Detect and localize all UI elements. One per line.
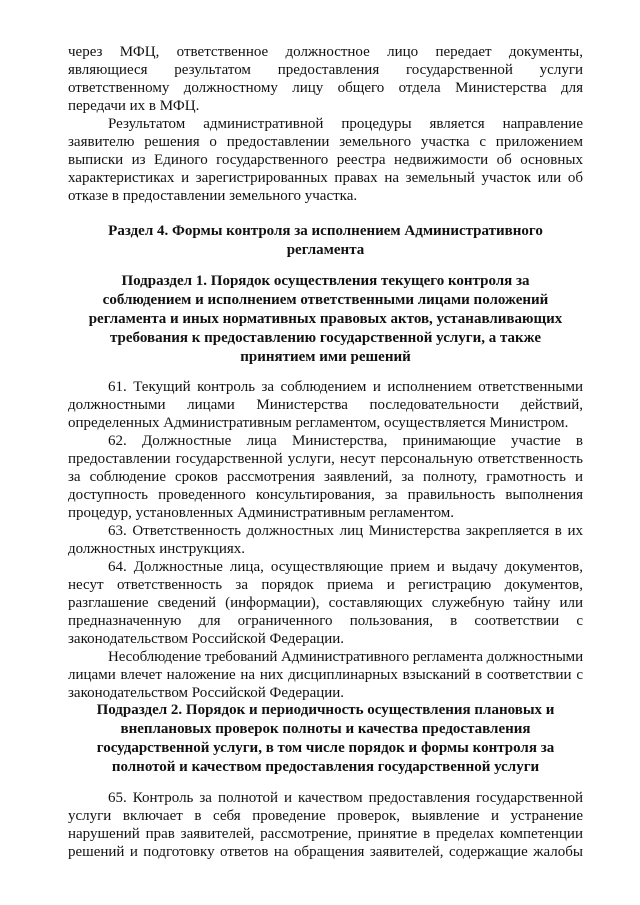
text-line: характеристиках и зарегистрированных правах на земельный участок или об [68,170,583,186]
subsection-heading: полнотой и качеством предоставления государственной услуги [111,759,540,775]
subsection-heading: государственной услуги, в том числе порядок и формы контроля за [96,740,555,756]
text-line: предназначенную для ограниченного пользования, в соответствии с [68,613,583,629]
section-heading: Раздел 4. Формы контроля за исполнением Административного [108,223,543,239]
text-line: законодательством Российской Федерации. [68,631,345,647]
text-line: заявителю решения о предоставлении земельного участка с приложением [68,134,583,150]
subsection-heading: регламента и иных нормативных правовых актов, устанавливающих [88,311,563,327]
subsection-heading: требования к предоставлению государственной услуги, а также [109,330,542,346]
text-line: доступность проведенного консультирования, за правильность выполнения [68,487,583,503]
text-line: нарушений прав заявителей, рассмотрение, принятие в пределах компетенции [68,826,583,842]
text-line: ответственному должностному лицу общего отдела Министерства для [68,80,583,96]
text-line: выписки из Единого государственного реестра недвижимости об основных [68,152,583,168]
text-line: процедур, установленных Административным регламентом. [68,505,455,521]
text-line: разглашение сведений (информации), составляющих служебную тайну или [68,595,583,611]
subsection-heading: соблюдением и исполнением ответственными лицами положений [102,292,549,308]
text-line: решений и подготовку ответов на обращения заявителей, содержащие жалобы [68,844,583,860]
text-line: через МФЦ, ответственное должностное лицо передает документы, [68,44,583,60]
text-line: предоставлении государственной услуги, несут персональную ответственность [68,451,583,467]
text-line: законодательством Российской Федерации. [68,685,345,701]
text-line: определенных Административным регламентом, осуществляется Министром. [68,415,569,431]
text-line: услуги включает в себя проведение проверок, выявление и устранение [68,808,583,824]
text-line: должностными лицами Министерства последовательности действий, [68,397,583,413]
text-line: 61. Текущий контроль за соблюдением и исполнением ответственными [108,379,583,395]
subsection-heading: внеплановых проверок полноты и качества предоставления [120,721,531,737]
text-line: отказе в предоставлении земельного участка. [68,188,358,204]
subsection-heading: Подраздел 1. Порядок осуществления текущего контроля за [121,273,530,289]
text-line: передачи их в МФЦ. [68,98,200,114]
text-line: Результатом административной процедуры является направление [108,116,583,132]
text-line: 64. Должностные лица, осуществляющие прием и выдачу документов, [108,559,583,575]
section-heading: регламента [286,242,365,258]
text-line: 63. Ответственность должностных лиц Министерства закрепляется в их [108,523,583,539]
text-line: Несоблюдение требований Административного регламента должностными [108,649,583,665]
text-line: несут ответственность за порядок приема и регистрацию документов, [68,577,583,593]
text-line: являющиеся результатом предоставления государственной услуги [68,62,583,78]
text-line: 62. Должностные лица Министерства, принимающие участие в [108,433,583,449]
text-line: должностных инструкциях. [68,541,245,557]
subsection-heading: Подраздел 2. Порядок и периодичность осуществления плановых и [96,702,555,718]
text-line: лицами влечет наложение на них дисциплинарных взысканий в соответствии с [68,667,583,683]
text-line: 65. Контроль за полнотой и качеством предоставления государственной [108,790,583,806]
text-line: за соблюдение сроков рассмотрения заявлений, за полноту, грамотность и [68,469,583,485]
subsection-heading: принятием ими решений [240,349,411,365]
